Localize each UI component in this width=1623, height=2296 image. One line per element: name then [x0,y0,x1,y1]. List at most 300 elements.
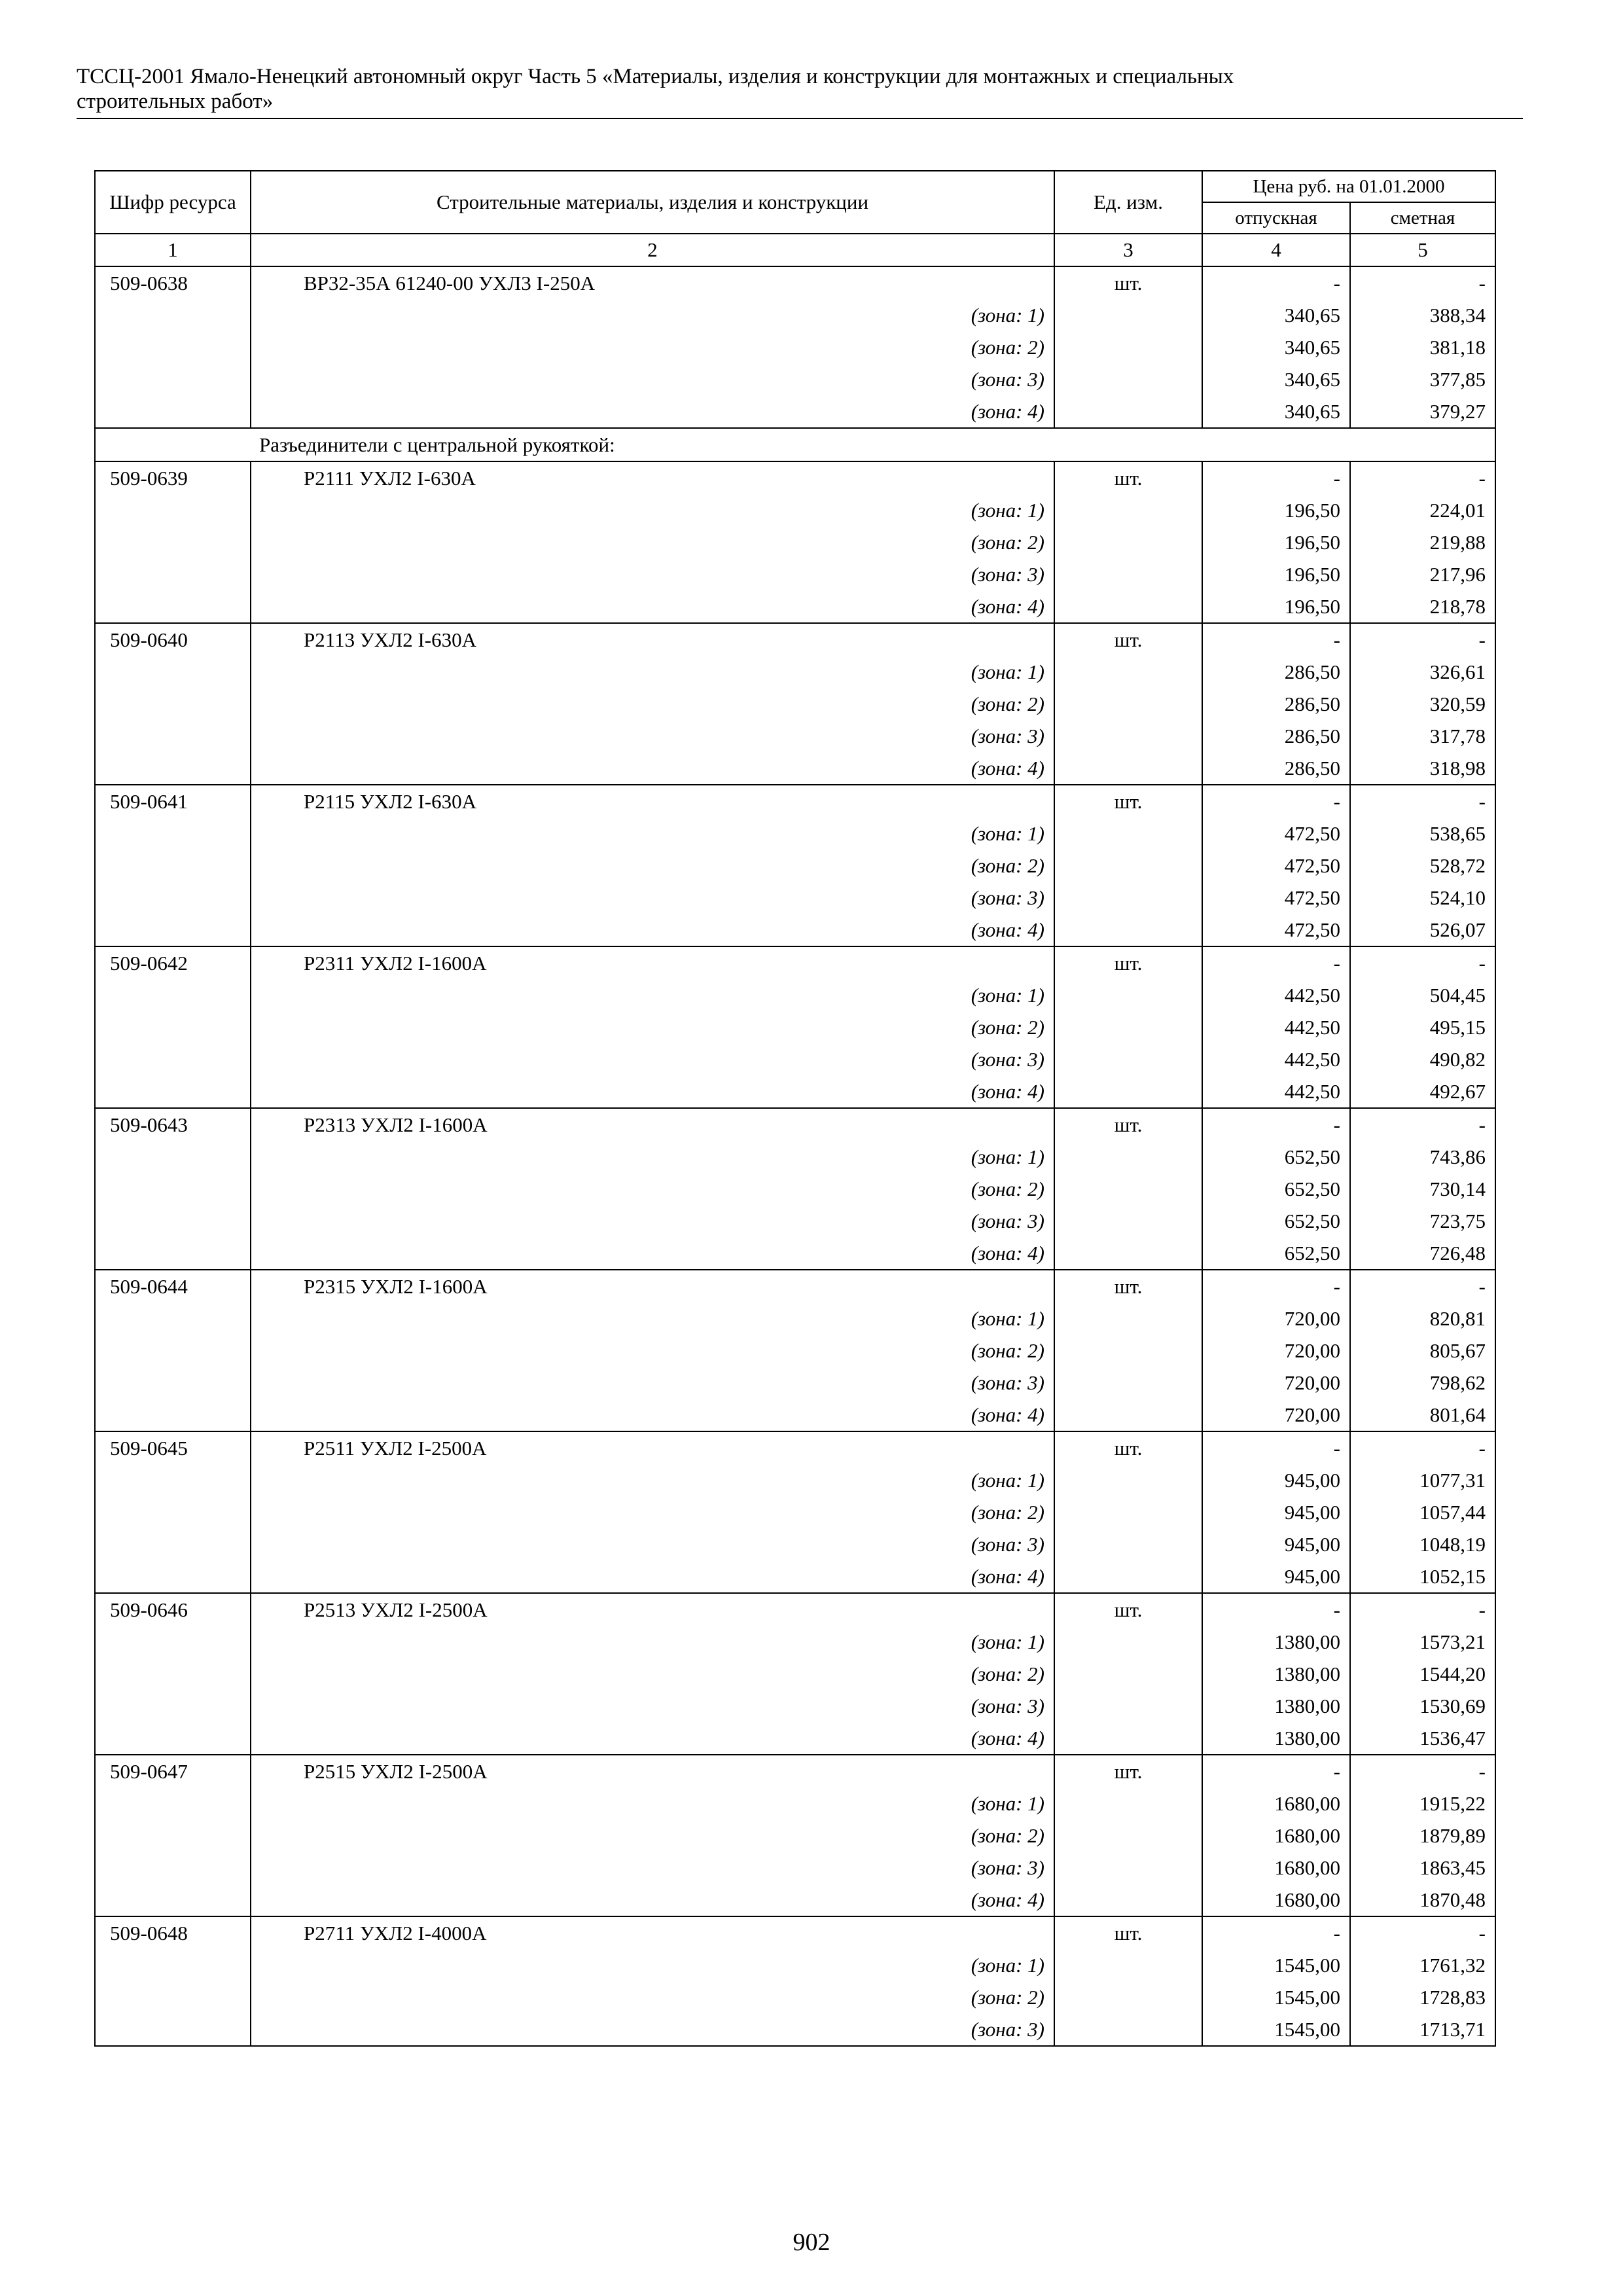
price-estimate: 1728,83 [1350,1981,1495,2013]
zone-row [95,817,1495,850]
zone-row [95,1658,1495,1690]
price-release: 442,50 [1202,1011,1350,1043]
empty-cell [95,494,251,526]
resource-unit: шт. [1054,266,1202,299]
empty-cell [95,1626,251,1658]
price-estimate: 326,61 [1350,656,1495,688]
empty-cell [1054,752,1202,785]
empty-cell [1054,1528,1202,1560]
col-number: 2 [251,234,1054,266]
zone-label: (зона: 2) [251,1335,1054,1367]
table-body [95,266,1495,2046]
zone-row [95,914,1495,946]
price-estimate: 538,65 [1350,817,1495,850]
price-estimate: 1915,22 [1350,1787,1495,1820]
empty-cell [95,363,251,395]
price-release: 652,50 [1202,1237,1350,1270]
resource-name: Р2513 УХЛ2 I-2500А [251,1593,1054,1626]
zone-row [95,1820,1495,1852]
price-estimate: 798,62 [1350,1367,1495,1399]
price-estimate: 219,88 [1350,526,1495,558]
col-number: 3 [1054,234,1202,266]
zone-row [95,590,1495,623]
zone-row [95,1075,1495,1108]
empty-cell [1054,914,1202,946]
price-release: 442,50 [1202,1075,1350,1108]
price-release: 472,50 [1202,817,1350,850]
col-header-release: отпускная [1202,202,1350,234]
empty-cell [1054,526,1202,558]
price-release: - [1202,1755,1350,1787]
price-release: 945,00 [1202,1560,1350,1593]
price-estimate: 526,07 [1350,914,1495,946]
price-estimate: - [1350,785,1495,817]
price-estimate: 1077,31 [1350,1464,1495,1496]
zone-label: (зона: 1) [251,1141,1054,1173]
empty-cell [95,979,251,1011]
empty-cell [95,1399,251,1431]
price-release: - [1202,946,1350,979]
zone-label: (зона: 1) [251,494,1054,526]
price-estimate: 801,64 [1350,1399,1495,1431]
zone-label: (зона: 2) [251,850,1054,882]
price-estimate: 379,27 [1350,395,1495,428]
resource-unit: шт. [1054,623,1202,656]
zone-label: (зона: 4) [251,914,1054,946]
price-estimate: - [1350,1916,1495,1949]
zone-row [95,1302,1495,1335]
price-estimate: - [1350,1431,1495,1464]
price-estimate: 504,45 [1350,979,1495,1011]
zone-label: (зона: 2) [251,331,1054,363]
empty-cell [95,1787,251,1820]
empty-cell [1054,363,1202,395]
empty-cell [95,656,251,688]
resource-code: 509-0645 [95,1431,251,1464]
price-release: 286,50 [1202,656,1350,688]
price-estimate: 381,18 [1350,331,1495,363]
price-estimate: 1573,21 [1350,1626,1495,1658]
resource-name: Р2111 УХЛ2 I-630А [251,461,1054,494]
resource-unit: шт. [1054,1270,1202,1302]
price-release: - [1202,461,1350,494]
zone-row [95,1367,1495,1399]
price-release: 340,65 [1202,363,1350,395]
zone-label: (зона: 1) [251,979,1054,1011]
resource-code: 509-0648 [95,1916,251,1949]
empty-cell [95,1205,251,1237]
zone-row [95,688,1495,720]
price-release: - [1202,1593,1350,1626]
resource-name: Р2515 УХЛ2 I-2500А [251,1755,1054,1787]
empty-cell [1054,299,1202,331]
price-release: 340,65 [1202,395,1350,428]
price-estimate: 1057,44 [1350,1496,1495,1528]
price-estimate: 1544,20 [1350,1658,1495,1690]
empty-cell [95,1949,251,1981]
empty-cell [1054,590,1202,623]
empty-cell [1054,1722,1202,1755]
price-estimate: - [1350,1755,1495,1787]
price-table [94,170,1496,2047]
price-estimate: 743,86 [1350,1141,1495,1173]
resource-unit: шт. [1054,1593,1202,1626]
price-estimate: 495,15 [1350,1011,1495,1043]
price-estimate: - [1350,266,1495,299]
zone-label: (зона: 4) [251,590,1054,623]
price-estimate: 726,48 [1350,1237,1495,1270]
price-estimate: 317,78 [1350,720,1495,752]
header-line-2: строительных работ» [77,90,274,113]
resource-name: ВР32-35А 61240-00 УХЛ3 I-250А [251,266,1054,299]
price-release: 286,50 [1202,720,1350,752]
empty-cell [1054,1237,1202,1270]
zone-label: (зона: 1) [251,656,1054,688]
zone-label: (зона: 3) [251,2013,1054,2046]
price-release: 720,00 [1202,1335,1350,1367]
zone-row [95,494,1495,526]
price-release: 1680,00 [1202,1787,1350,1820]
zone-row [95,558,1495,590]
empty-cell [1054,817,1202,850]
empty-cell [95,331,251,363]
zone-row [95,720,1495,752]
empty-cell [1054,1690,1202,1722]
resource-name: Р2313 УХЛ2 I-1600А [251,1108,1054,1141]
price-estimate: 1052,15 [1350,1560,1495,1593]
empty-cell [95,2013,251,2046]
zone-label: (зона: 3) [251,1528,1054,1560]
price-estimate: 217,96 [1350,558,1495,590]
zone-row [95,752,1495,785]
price-estimate: 1530,69 [1350,1690,1495,1722]
zone-row [95,882,1495,914]
zone-label: (зона: 4) [251,1884,1054,1916]
price-release: 472,50 [1202,882,1350,914]
header-line-1: ТССЦ-2001 Ямало-Ненецкий автономный округ Часть 5 «Материалы, изделия и конструкции для монтажных и специальных [77,65,1234,88]
zone-row [95,526,1495,558]
price-release: 945,00 [1202,1496,1350,1528]
price-release: - [1202,785,1350,817]
zone-row [95,1690,1495,1722]
price-release: 1680,00 [1202,1884,1350,1916]
resource-code: 509-0646 [95,1593,251,1626]
price-release: 945,00 [1202,1528,1350,1560]
empty-cell [95,1722,251,1755]
price-estimate: - [1350,1270,1495,1302]
empty-cell [1054,395,1202,428]
zone-row [95,1852,1495,1884]
empty-cell [95,1141,251,1173]
empty-cell [1054,1011,1202,1043]
empty-cell [95,299,251,331]
empty-cell [1054,494,1202,526]
zone-row [95,1626,1495,1658]
price-estimate: 218,78 [1350,590,1495,623]
price-estimate: 1761,32 [1350,1949,1495,1981]
zone-row [95,331,1495,363]
empty-cell [95,1884,251,1916]
price-estimate: 377,85 [1350,363,1495,395]
price-release: 196,50 [1202,558,1350,590]
table-row [95,946,1495,979]
col-number: 4 [1202,234,1350,266]
zone-label: (зона: 3) [251,1690,1054,1722]
empty-cell [95,1464,251,1496]
zone-label: (зона: 4) [251,752,1054,785]
resource-name: Р2711 УХЛ2 I-4000А [251,1916,1054,1949]
price-estimate: 224,01 [1350,494,1495,526]
zone-row [95,2013,1495,2046]
empty-cell [95,1658,251,1690]
resource-code: 509-0639 [95,461,251,494]
empty-cell [95,1367,251,1399]
empty-cell [95,395,251,428]
price-release: 1680,00 [1202,1820,1350,1852]
zone-label: (зона: 3) [251,363,1054,395]
price-release: - [1202,1270,1350,1302]
empty-cell [1054,1075,1202,1108]
zone-label: (зона: 1) [251,1949,1054,1981]
price-release: 340,65 [1202,299,1350,331]
empty-cell [95,1237,251,1270]
table-row [95,785,1495,817]
table-row [95,266,1495,299]
price-estimate: - [1350,946,1495,979]
resource-unit: шт. [1054,1108,1202,1141]
zone-row [95,979,1495,1011]
empty-cell [1054,1399,1202,1431]
price-estimate: 318,98 [1350,752,1495,785]
price-estimate: 1048,19 [1350,1528,1495,1560]
zone-label: (зона: 1) [251,1626,1054,1658]
zone-row [95,299,1495,331]
empty-cell [1054,850,1202,882]
zone-row [95,1399,1495,1431]
zone-label: (зона: 1) [251,817,1054,850]
empty-cell [95,882,251,914]
group-row [95,428,1495,461]
table-row [95,1108,1495,1141]
table-row [95,1593,1495,1626]
empty-cell [95,1560,251,1593]
resource-code: 509-0638 [95,266,251,299]
price-release: 442,50 [1202,1043,1350,1075]
price-release: 720,00 [1202,1399,1350,1431]
empty-cell [95,590,251,623]
zone-label: (зона: 3) [251,882,1054,914]
price-estimate: 388,34 [1350,299,1495,331]
zone-label: (зона: 1) [251,1787,1054,1820]
empty-cell [95,1528,251,1560]
price-release: 720,00 [1202,1367,1350,1399]
price-release: - [1202,623,1350,656]
empty-cell [1054,1496,1202,1528]
zone-row [95,395,1495,428]
price-release: 340,65 [1202,331,1350,363]
empty-cell [1054,1560,1202,1593]
price-estimate: 1879,89 [1350,1820,1495,1852]
price-release: 1545,00 [1202,1949,1350,1981]
price-release: 652,50 [1202,1205,1350,1237]
zone-row [95,1205,1495,1237]
price-release: 196,50 [1202,526,1350,558]
zone-label: (зона: 3) [251,1205,1054,1237]
empty-cell [95,850,251,882]
empty-cell [95,720,251,752]
price-release: 1545,00 [1202,1981,1350,2013]
empty-cell [1054,558,1202,590]
empty-cell [95,1075,251,1108]
empty-cell [95,817,251,850]
empty-cell [95,1981,251,2013]
zone-label: (зона: 3) [251,720,1054,752]
price-estimate: - [1350,1593,1495,1626]
empty-cell [95,1496,251,1528]
table-row [95,1916,1495,1949]
resource-name: Р2315 УХЛ2 I-1600А [251,1270,1054,1302]
price-estimate: 490,82 [1350,1043,1495,1075]
zone-label: (зона: 2) [251,1981,1054,2013]
price-estimate: - [1350,1108,1495,1141]
zone-row [95,1949,1495,1981]
price-estimate: 1863,45 [1350,1852,1495,1884]
zone-label: (зона: 3) [251,558,1054,590]
zone-label: (зона: 2) [251,688,1054,720]
resource-unit: шт. [1054,1755,1202,1787]
zone-row [95,1237,1495,1270]
col-header-unit: Ед. изм. [1054,171,1202,234]
resource-name: Р2511 УХЛ2 I-2500А [251,1431,1054,1464]
empty-cell [1054,1949,1202,1981]
empty-cell [95,1043,251,1075]
empty-cell [1054,1335,1202,1367]
price-release: - [1202,1916,1350,1949]
zone-row [95,1722,1495,1755]
price-release: 720,00 [1202,1302,1350,1335]
empty-cell [1054,1852,1202,1884]
zone-label: (зона: 2) [251,526,1054,558]
price-estimate: 528,72 [1350,850,1495,882]
price-release: 1380,00 [1202,1658,1350,1690]
zone-row [95,1043,1495,1075]
empty-cell [1054,1205,1202,1237]
price-estimate: 805,67 [1350,1335,1495,1367]
zone-row [95,1884,1495,1916]
table-row [95,623,1495,656]
resource-name: Р2115 УХЛ2 I-630А [251,785,1054,817]
zone-label: (зона: 4) [251,395,1054,428]
price-release: 442,50 [1202,979,1350,1011]
empty-cell [1054,1820,1202,1852]
empty-cell [1054,1626,1202,1658]
zone-row [95,363,1495,395]
zone-label: (зона: 4) [251,1560,1054,1593]
resource-code: 509-0641 [95,785,251,817]
empty-cell [1054,656,1202,688]
empty-cell [95,1820,251,1852]
price-release: 196,50 [1202,494,1350,526]
empty-cell [1054,1658,1202,1690]
empty-cell [1054,1367,1202,1399]
resource-unit: шт. [1054,785,1202,817]
price-estimate: 820,81 [1350,1302,1495,1335]
col-header-estimate: сметная [1350,202,1495,234]
price-estimate: 723,75 [1350,1205,1495,1237]
resource-code: 509-0647 [95,1755,251,1787]
table-row [95,1755,1495,1787]
price-release: 472,50 [1202,914,1350,946]
empty-cell [1054,979,1202,1011]
resource-unit: шт. [1054,461,1202,494]
resource-code: 509-0643 [95,1108,251,1141]
zone-label: (зона: 1) [251,299,1054,331]
empty-cell [1054,1043,1202,1075]
zone-row [95,1496,1495,1528]
price-estimate: - [1350,623,1495,656]
price-estimate: 730,14 [1350,1173,1495,1205]
zone-row [95,1981,1495,2013]
empty-cell [1054,1302,1202,1335]
resource-unit: шт. [1054,946,1202,979]
empty-cell [95,1173,251,1205]
price-release: - [1202,1108,1350,1141]
price-release: 945,00 [1202,1464,1350,1496]
price-release: 286,50 [1202,752,1350,785]
empty-cell [1054,1173,1202,1205]
empty-cell [1054,1787,1202,1820]
price-estimate: 492,67 [1350,1075,1495,1108]
empty-cell [95,752,251,785]
zone-row [95,850,1495,882]
zone-row [95,1173,1495,1205]
zone-label: (зона: 4) [251,1722,1054,1755]
zone-row [95,1011,1495,1043]
zone-label: (зона: 2) [251,1173,1054,1205]
price-release: 472,50 [1202,850,1350,882]
price-release: 652,50 [1202,1173,1350,1205]
empty-cell [95,1335,251,1367]
col-number: 1 [95,234,251,266]
col-header-code: Шифр ресурса [95,171,251,234]
zone-label: (зона: 4) [251,1399,1054,1431]
zone-label: (зона: 2) [251,1496,1054,1528]
price-release: 196,50 [1202,590,1350,623]
zone-label: (зона: 4) [251,1075,1054,1108]
price-release: 286,50 [1202,688,1350,720]
empty-cell [1054,1464,1202,1496]
empty-cell [1054,331,1202,363]
resource-code: 509-0644 [95,1270,251,1302]
price-release: 1380,00 [1202,1690,1350,1722]
empty-cell [1054,2013,1202,2046]
price-release: - [1202,266,1350,299]
zone-row [95,656,1495,688]
price-estimate: 1536,47 [1350,1722,1495,1755]
price-estimate: 1713,71 [1350,2013,1495,2046]
zone-label: (зона: 1) [251,1464,1054,1496]
empty-cell [95,526,251,558]
table-row [95,461,1495,494]
resource-unit: шт. [1054,1916,1202,1949]
zone-label: (зона: 2) [251,1820,1054,1852]
page-number: 902 [793,2229,830,2256]
empty-cell [1054,1141,1202,1173]
resource-unit: шт. [1054,1431,1202,1464]
empty-cell [1054,688,1202,720]
zone-label: (зона: 4) [251,1237,1054,1270]
price-estimate: 320,59 [1350,688,1495,720]
